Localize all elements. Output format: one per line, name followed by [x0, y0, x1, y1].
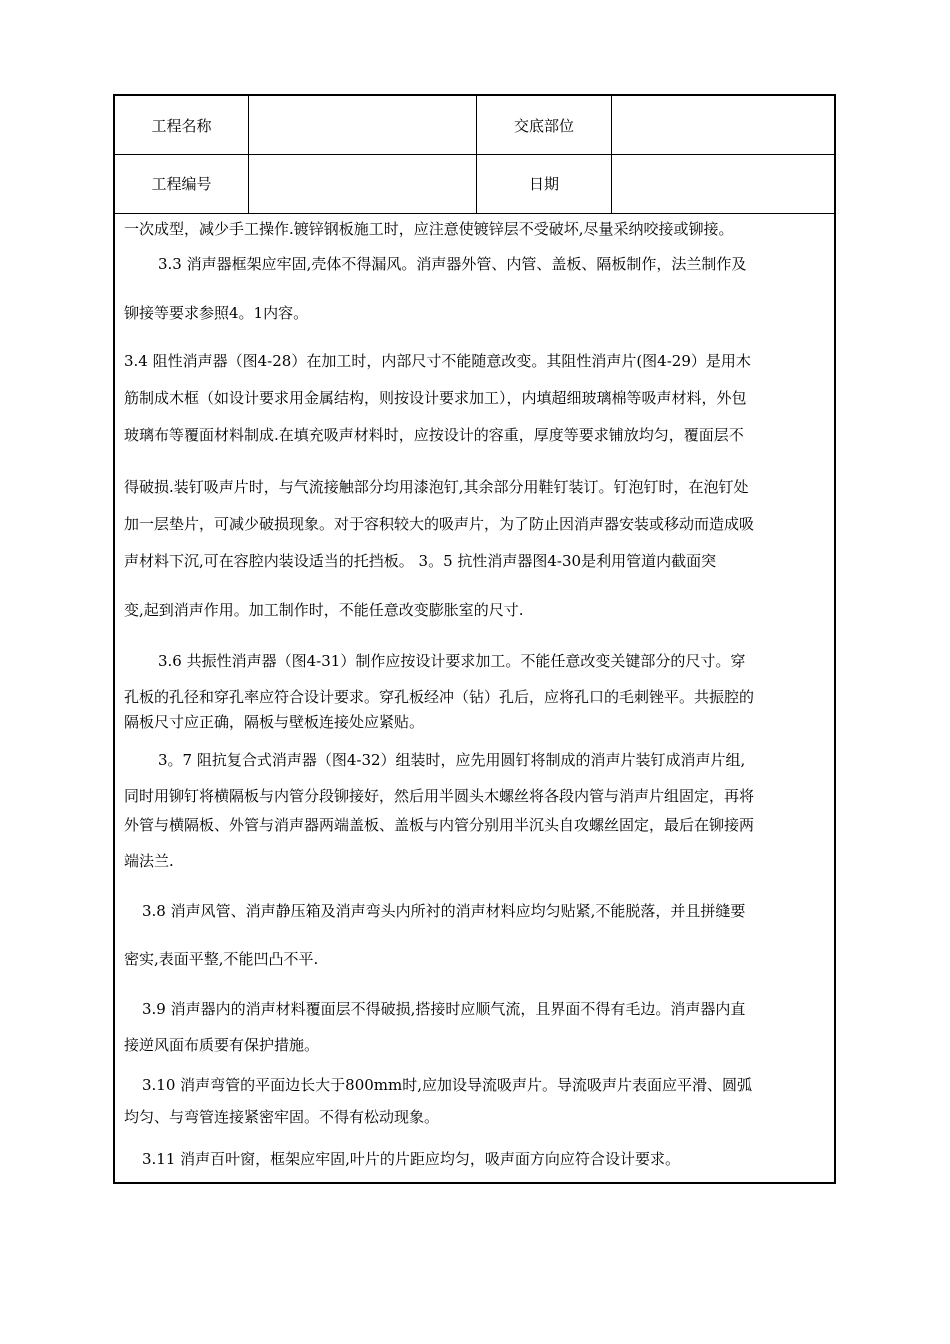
- location-label: 交底部位: [477, 96, 612, 154]
- body-line: 一次成型，减少手工操作.镀锌钢板施工时，应注意使镀锌层不受破坏,尽量采纳咬接或铆接。: [124, 220, 734, 238]
- body-line: 3.11 消声百叶窗，框架应牢固,叶片的片距应均匀，吸声面方向应符合设计要求。: [142, 1150, 680, 1168]
- body-line: 铆接等要求参照4。1内容。: [124, 304, 309, 322]
- body-line: 3.6 共振性消声器（图4-31）制作应按设计要求加工。不能任意改变关键部分的尺寸。穿: [158, 652, 746, 670]
- body-line: 孔板的孔径和穿孔率应符合设计要求。穿孔板经冲（钻）孔后，应将孔口的毛刺锉平。共振腔的: [124, 688, 755, 706]
- body-line: 3.8 消声风管、消声静压箱及消声弯头内所衬的消声材料应均匀贴紧,不能脱落，并且拼缝要: [142, 902, 746, 920]
- body-line: 3。7 阻抗复合式消声器（图4-32）组装时，应先用圆钉将制成的消声片装钉成消声片组,: [158, 751, 746, 769]
- project-number-label: 工程编号: [115, 154, 249, 213]
- body-line: 加一层垫片，可减少破损现象。对于容积较大的吸声片，为了防止因消声器安装或移动而造成吸: [124, 515, 755, 533]
- project-name-label: 工程名称: [115, 96, 249, 154]
- disclosure-form: [113, 94, 836, 1184]
- header-row-1: [115, 96, 834, 155]
- body-line: 外管与横隔板、外管与消声器两端盖板、盖板与内管分别用半沉头自攻螺丝固定，最后在铆接两: [124, 816, 755, 834]
- body-line: 3.4 阻性消声器（图4-28）在加工时，内部尺寸不能随意改变。其阻性消声片(图4-29）是用木: [124, 352, 751, 370]
- body-line: 3.3 消声器框架应牢固,壳体不得漏风。消声器外管、内管、盖板、隔板制作，法兰制作及: [158, 255, 747, 273]
- body-line: 3.9 消声器内的消声材料覆面层不得破损,搭接时应顺气流，且界面不得有毛边。消声器内直: [142, 1000, 746, 1018]
- location-field[interactable]: [612, 96, 836, 154]
- body-line: 3.10 消声弯管的平面边长大于800mm时,应加设导流吸声片。导流吸声片表面应平滑、圆弧: [142, 1076, 753, 1094]
- date-label: 日期: [477, 154, 612, 213]
- body-line: 端法兰.: [124, 852, 174, 870]
- body-line: 接逆风面布质要有保护措施。: [124, 1036, 320, 1054]
- body-line: 玻璃布等覆面材料制成.在填充吸声材料时，应按设计的容重，厚度等要求铺放均匀，覆面层不: [124, 426, 744, 444]
- body-line: 均匀、与弯管连接紧密牢固。不得有松动现象。: [124, 1108, 440, 1126]
- body-line: 密实,表面平整,不能凹凸不平.: [124, 950, 319, 968]
- date-field[interactable]: [612, 154, 836, 213]
- body-line: 声材料下沉,可在容腔内装设适当的托挡板。 3。5 抗性消声器图4-30是利用管道内截面突: [124, 552, 717, 570]
- project-number-field[interactable]: [249, 154, 477, 213]
- project-name-field[interactable]: [249, 96, 477, 154]
- body-line: 同时用铆钉将横隔板与内管分段铆接好，然后用半圆头木螺丝将各段内管与消声片组固定，再将: [124, 787, 755, 805]
- body-line: 筋制成木框（如设计要求用金属结构，则按设计要求加工），内填超细玻璃棉等吸声材料，外包: [124, 389, 747, 407]
- header-row-2: [115, 154, 834, 214]
- body-line: 隔板尺寸应正确，隔板与壁板连接处应紧贴。: [124, 713, 425, 731]
- body-line: 得破损.装钉吸声片时，与气流接触部分均用漆泡钉,其余部分用鞋钉装订。钉泡钉时，在泡钉处: [124, 478, 749, 496]
- body-line: 变,起到消声作用。加工制作时，不能任意改变膨胀室的尺寸.: [124, 601, 524, 619]
